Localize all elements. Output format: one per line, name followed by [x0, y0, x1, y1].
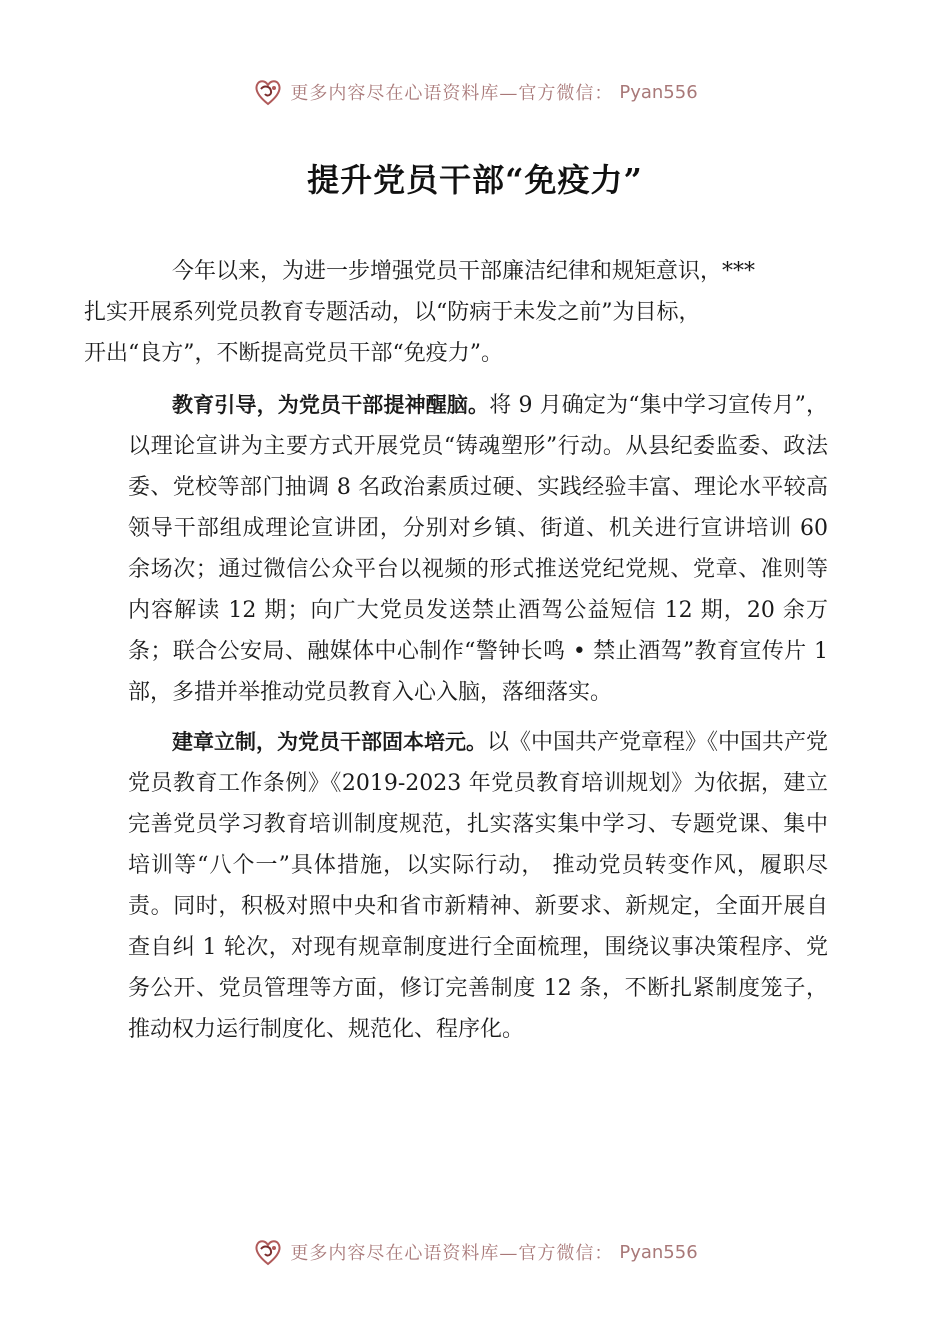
section-regulation-body: 以《中国共产党章程》《中国共产党党员教育工作条例》《2019-2023 年党员教育培训规划》为依据，建立完善党员学习教育培训制度规范，扎实落实集中学习、专题党课、集中培训等“八个一”具体措施，以实际行动， 推动党员转变作风，履职尽责。同时，积极对照中央和省市新精神、新要求、新规定，全面开展自查自纠 1 轮次，对现有规章制度进行全面梳理，围绕议事决策程序、党务公开、党员管理等方面，修订完善制度 12 条，不断扎紧制度笼子，推动权力运行制度化、规范化、程序化。 [128, 730, 829, 1042]
intro-paragraph [84, 251, 828, 374]
watermark-text: 更多内容尽在心语资料库—官方微信： [290, 1243, 614, 1264]
section-education-body: 将 9 月确定为“集中学习宣传月”，以理论宣讲为主要方式开展党员“铸魂塑形”行动。从县纪委监委、政法委、党校等部门抽调 8 名政治素质过硬、实践经验丰富、理论水平较高领导干部组成理论宣讲团，分别对乡镇、街道、机关进行宣讲培训 60 余场次；通过微信公众平台以视频的形式推送党纪党规、党章、准则等内容解读 12 期；向广大党员发送禁止酒驾公益短信 12 期，20 余万条；联合公安局、融媒体中心制作“警钟长鸣 • 禁止酒驾”教育宣传片 1 部，多措并举推动党员教育入心入脑，落细落实。 [128, 393, 828, 705]
header-watermark [0, 76, 950, 108]
intro-line-1: 今年以来，为进一步增强党员干部廉洁纪律和规矩意识，*** [172, 259, 756, 284]
section-regulation [128, 722, 828, 1050]
wechat-id: Pyan556 [619, 1241, 698, 1263]
section-regulation-lead: 建章立制，为党员干部固本培元。 [172, 730, 487, 754]
watermark-text: 更多内容尽在心语资料库—官方微信： [290, 83, 614, 104]
heart-swirl-logo-icon [252, 76, 284, 108]
intro-line-3: 开出“良方”，不断提高党员干部“免疫力”。 [84, 341, 503, 366]
section-education [128, 385, 828, 713]
document-body [84, 251, 829, 1059]
section-education-lead: 教育引导，为党员干部提神醒脑。 [172, 393, 490, 417]
document-title: 提升党员干部“免疫力” [307, 161, 643, 199]
heart-swirl-logo-icon [252, 1236, 284, 1268]
footer-watermark [0, 1236, 950, 1268]
intro-line-2: 扎实开展系列党员教育专题活动，以“防病于未发之前”为目标， [84, 300, 701, 325]
wechat-id: Pyan556 [619, 81, 698, 103]
